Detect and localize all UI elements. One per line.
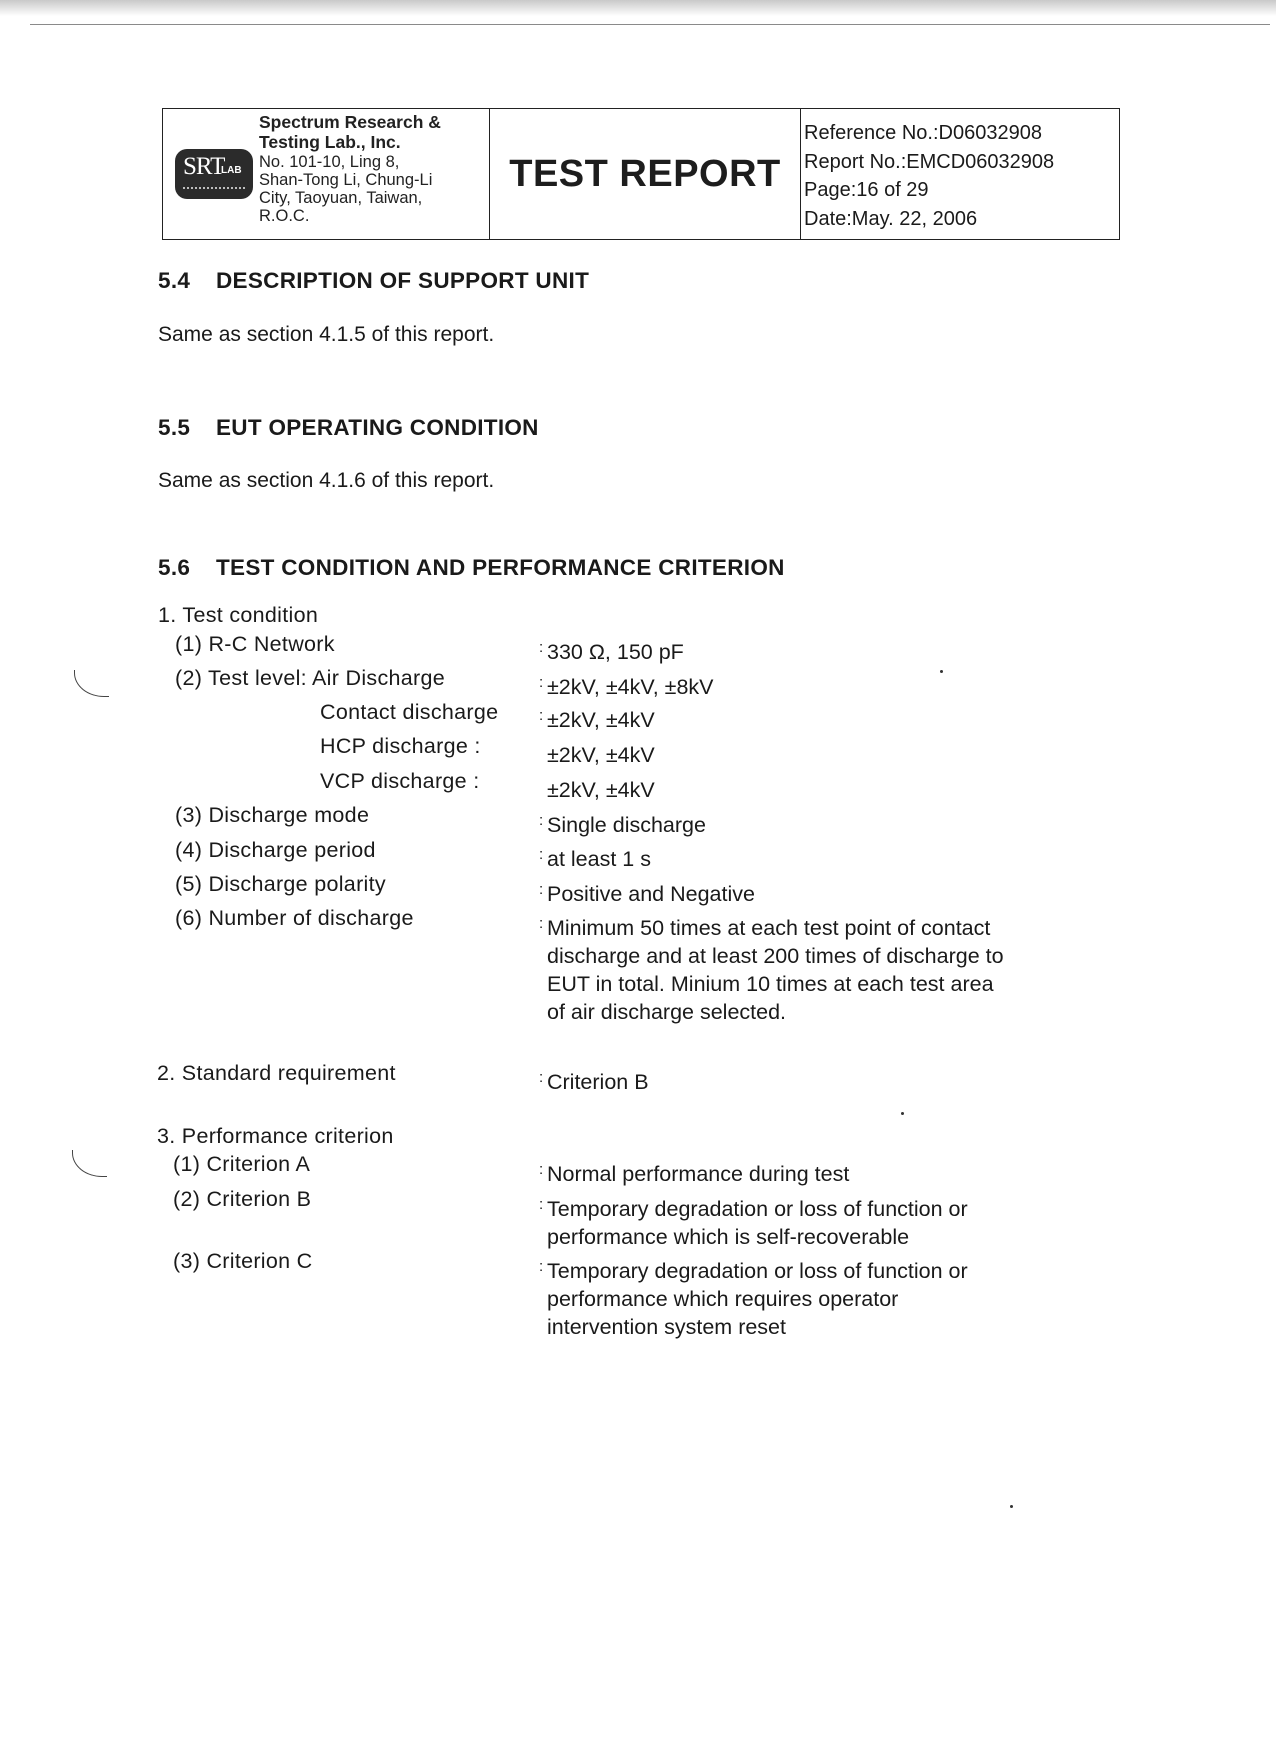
colon: :: [539, 1258, 544, 1275]
vcp-discharge-value: ±2kV, ±4kV: [547, 778, 655, 802]
address-line: Shan-Tong Li, Chung-Li: [259, 171, 433, 189]
address-line: R.O.C.: [259, 207, 310, 225]
discharge-polarity-label: (5) Discharge polarity: [175, 872, 386, 896]
vcp-discharge-label: VCP discharge :: [320, 769, 480, 793]
section-number: 5.5: [158, 415, 191, 440]
test-condition-heading: 1. Test condition: [158, 603, 319, 627]
value-line: of air discharge selected.: [547, 1000, 787, 1024]
lab-name-line2: Testing Lab., Inc.: [259, 132, 401, 152]
performance-criterion-heading: 3. Performance criterion: [157, 1124, 394, 1148]
colon: :: [539, 846, 544, 863]
section-number: 5.6: [158, 555, 191, 580]
standard-requirement-value: [539, 1068, 1087, 1096]
address-line: City, Taoyuan, Taiwan,: [259, 189, 423, 207]
section-text-5-4: Same as section 4.1.5 of this report.: [158, 323, 495, 346]
value-line: Temporary degradation or loss of function or: [547, 1197, 968, 1221]
colon: :: [539, 707, 544, 724]
value-line: intervention system reset: [547, 1315, 786, 1339]
standard-requirement-label: 2. Standard requirement: [157, 1061, 396, 1085]
colon: :: [539, 915, 544, 932]
section-title: DESCRIPTION OF SUPPORT UNIT: [216, 268, 590, 293]
rc-network-value: [539, 638, 1087, 666]
criterion-c-value: [539, 1257, 1087, 1341]
value-text: ±2kV, ±4kV: [547, 708, 655, 732]
colon: :: [539, 674, 544, 691]
hcp-discharge-label: HCP discharge :: [320, 734, 481, 758]
discharge-period-value: [539, 845, 1087, 873]
value-line: performance which requires operator: [547, 1287, 899, 1311]
value-line: Minimum 50 times at each test point of contact: [547, 916, 991, 940]
address-line: No. 101-10, Ling 8,: [259, 153, 400, 171]
report-header: [162, 108, 1120, 240]
lab-info-cell: [163, 109, 490, 239]
discharge-mode-label: (3) Discharge mode: [175, 803, 370, 827]
colon: :: [539, 1196, 544, 1213]
criterion-c-label: (3) Criterion C: [173, 1249, 313, 1273]
section-heading-5-4: [158, 268, 589, 294]
value-line: Temporary degradation or loss of function or: [547, 1259, 968, 1283]
lab-text: [259, 111, 441, 225]
section-heading-5-6: [158, 555, 785, 581]
criterion-b-label: (2) Criterion B: [173, 1187, 312, 1211]
colon: :: [539, 812, 544, 829]
value-text: Single discharge: [547, 813, 706, 837]
report-date: Date:May. 22, 2006: [804, 207, 978, 230]
colon: :: [539, 639, 544, 656]
value-line: EUT in total. Minium 10 times at each test area: [547, 972, 994, 996]
scan-shadow: [0, 0, 1276, 16]
discharge-mode-value: [539, 811, 1087, 839]
scan-speck: [901, 1112, 904, 1115]
value-text: 330 Ω, 150 pF: [547, 640, 684, 664]
report-no: Report No.:EMCD06032908: [804, 150, 1055, 173]
air-discharge-value: [539, 673, 1087, 701]
number-of-discharge-label: (6) Number of discharge: [175, 906, 414, 930]
value-text: at least 1 s: [547, 847, 651, 871]
value-text: Normal performance during test: [547, 1162, 850, 1186]
section-title: EUT OPERATING CONDITION: [216, 415, 539, 440]
scan-speck: [1010, 1505, 1013, 1508]
value-text: Criterion B: [547, 1070, 649, 1094]
logo-text: SRT: [183, 153, 225, 180]
hcp-discharge-value: ±2kV, ±4kV: [547, 743, 655, 767]
value-text: Positive and Negative: [547, 882, 755, 906]
criterion-a-label: (1) Criterion A: [173, 1152, 311, 1176]
lab-name-line1: Spectrum Research &: [259, 112, 441, 132]
criterion-a-value: [539, 1160, 1087, 1188]
value-line: performance which is self-recoverable: [547, 1225, 910, 1249]
colon: :: [539, 1161, 544, 1178]
rc-network-label: (1) R-C Network: [175, 632, 335, 656]
page-number: Page:16 of 29: [804, 179, 929, 201]
discharge-polarity-value: [539, 880, 1087, 908]
value-text: ±2kV, ±4kV, ±8kV: [547, 675, 714, 699]
reference-no: Reference No.:D06032908: [804, 122, 1042, 144]
section-heading-5-5: [158, 415, 539, 441]
scan-edge-line: [30, 24, 1270, 25]
contact-discharge-value: [539, 706, 1087, 734]
colon: :: [539, 1069, 544, 1086]
number-of-discharge-value: [539, 914, 1087, 1026]
section-text-5-5: Same as section 4.1.6 of this report.: [158, 469, 495, 492]
contact-discharge-label: Contact discharge: [320, 700, 499, 724]
margin-mark: [74, 670, 109, 697]
report-meta: [801, 109, 1119, 239]
logo-wave: [183, 187, 245, 192]
discharge-period-label: (4) Discharge period: [175, 838, 376, 862]
test-level-label: (2) Test level: Air Discharge: [175, 666, 445, 690]
logo-sub: LAB: [221, 165, 242, 176]
value-line: discharge and at least 200 times of discharge to: [547, 944, 1004, 968]
lab-logo: [175, 149, 253, 199]
section-number: 5.4: [158, 268, 191, 293]
criterion-b-value: [539, 1195, 1087, 1251]
section-title: TEST CONDITION AND PERFORMANCE CRITERION: [216, 555, 785, 580]
colon: :: [539, 881, 544, 898]
report-title: TEST REPORT: [490, 109, 801, 239]
margin-mark: [72, 1150, 107, 1177]
